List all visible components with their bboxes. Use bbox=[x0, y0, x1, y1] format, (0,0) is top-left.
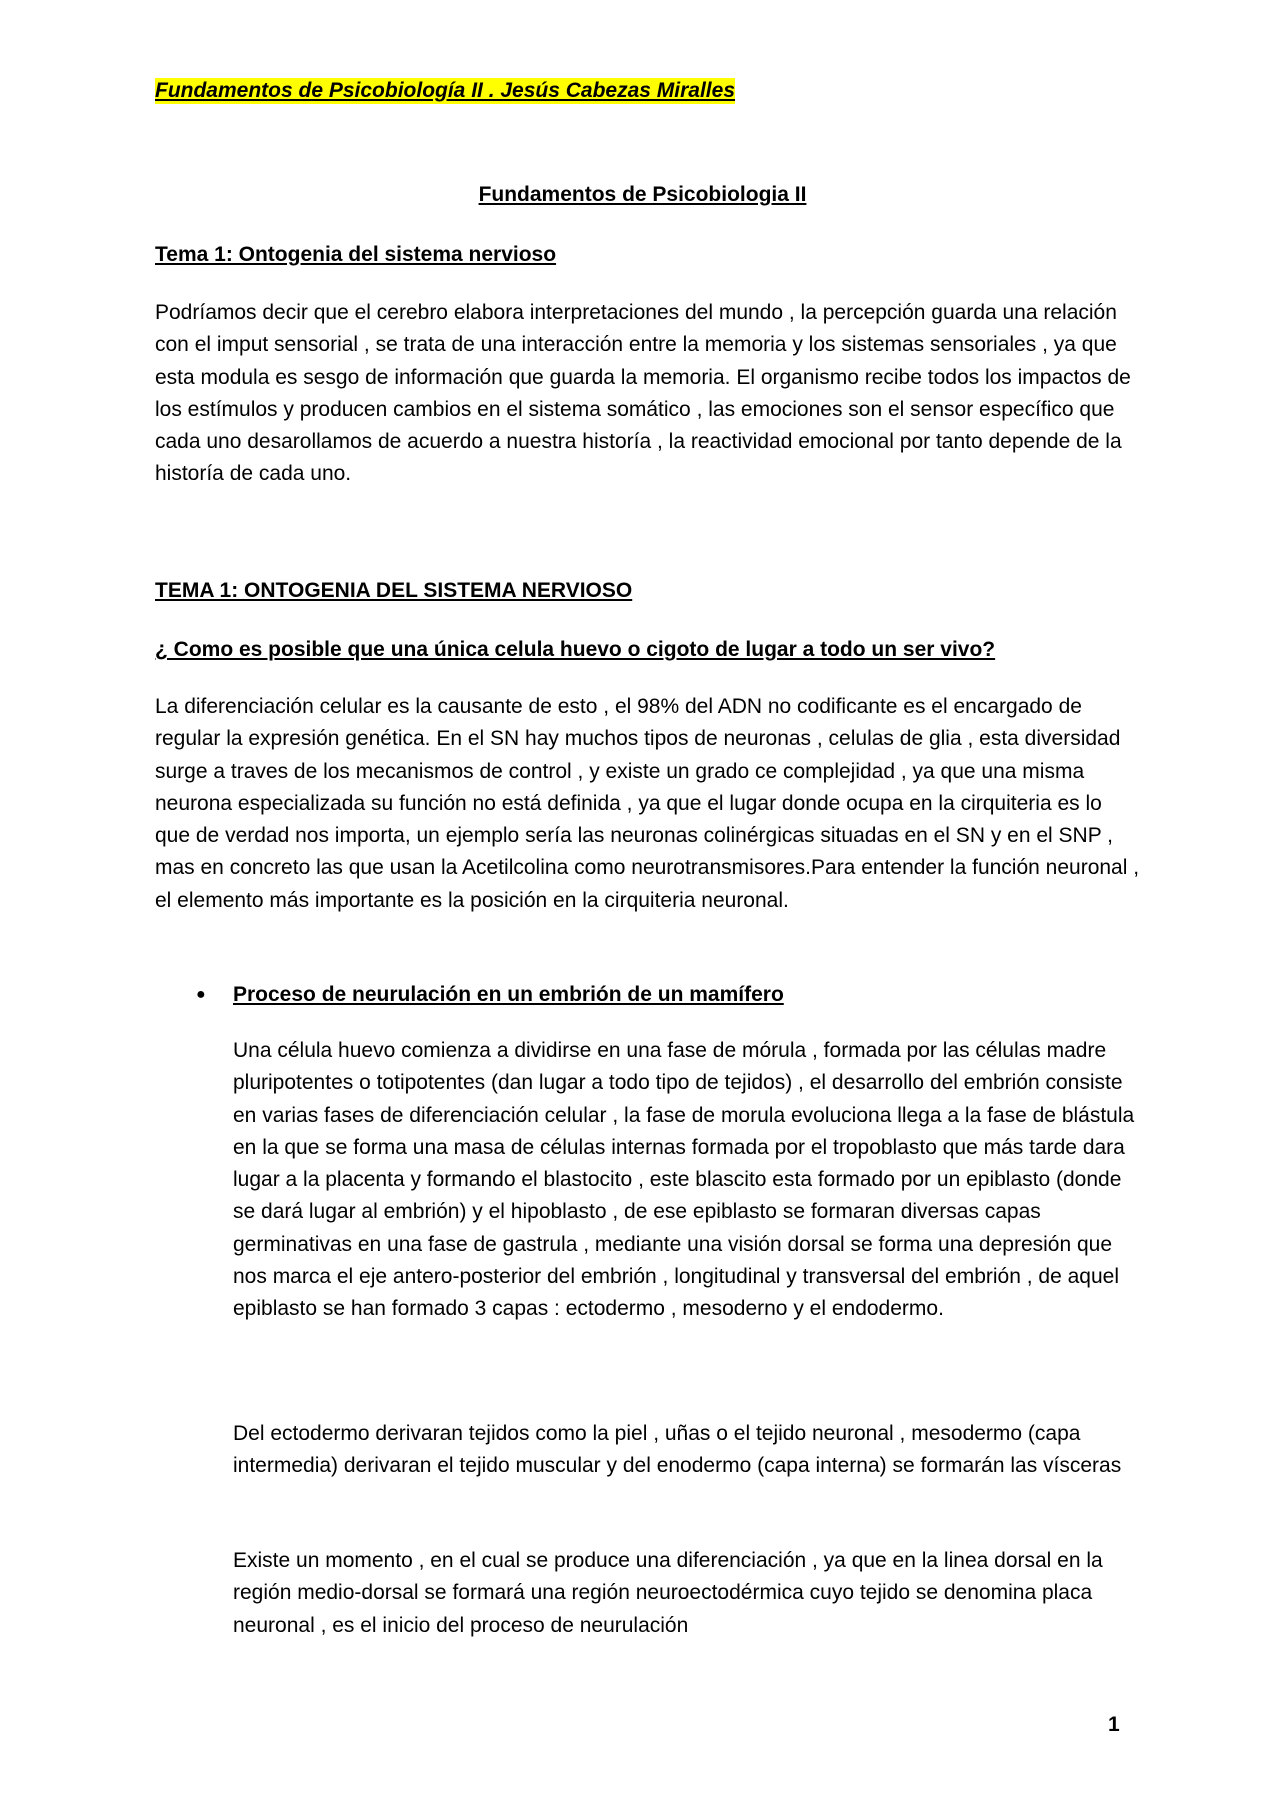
bullet-title: Proceso de neurulación en un embrión de un mamífero bbox=[233, 983, 784, 1006]
bullet-paragraph-1: Una célula huevo comienza a dividirse en una fase de mórula , formada por las células madre pluripotentes o totipotentes (dan lugar a todo tipo de tejidos) , el desarrollo del embrión consiste en varias fases de diferenciación celular , la fase de morula evoluciona llega a la fase de blástula en la que se forma una masa de células internas formada por el tropoblasto que más tarde dara lugar a la placenta y formando el blastocito , este blascito esta formado por un epiblasto (donde se dará lugar al embrión) y el hipoblasto , de ese epiblasto se formaran diversas capas germinativas en una fase de gastrula , mediante una visión dorsal se forma una depresión que nos marca el eje antero-posterior del embrión , longitudinal y transversal del embrión , de aquel epiblasto se han formado 3 capas : ectodermo , mesoderno y el endodermo. bbox=[233, 1039, 1135, 1321]
section2-heading: TEMA 1: ONTOGENIA DEL SISTEMA NERVIOSO bbox=[155, 579, 633, 602]
page-number: 1 bbox=[1108, 1713, 1120, 1736]
bullet-icon: ● bbox=[196, 986, 206, 1003]
section2-question: ¿ Como es posible que una única celula huevo o cigoto de lugar a todo un ser vivo? bbox=[155, 638, 996, 661]
document-title: Fundamentos de Psicobiologia II bbox=[478, 183, 807, 206]
bullet-paragraph-2: Del ectodermo derivaran tejidos como la piel , uñas o el tejido neuronal , mesodermo (capa intermedia) derivaran el tejido muscular y del enodermo (capa interna) se formarán las vísceras bbox=[233, 1422, 1122, 1478]
section2-paragraph: La diferenciación celular es la causante de esto , el 98% del ADN no codificante es el encargado de regular la expresión genética. En el SN hay muchos tipos de neuronas , celulas de glia , esta diversidad surge a traves de los mecanismos de control , y existe un grado ce complejidad , ya que una misma neurona especializada su función no está definida , ya que el lugar donde ocupa en la cirquiteria es lo que de verdad nos importa, un ejemplo sería las neuronas colinérgicas situadas en el SN y en el SNP , mas en concreto las que usan la Acetilcolina como neurotransmisores.Para entender la función neuronal , el elemento más importante es la posición en la cirquiteria neuronal. bbox=[155, 695, 1140, 912]
section1-heading: Tema 1: Ontogenia del sistema nervioso bbox=[155, 243, 557, 266]
bullet-paragraph-3: Existe un momento , en el cual se produce una diferenciación , ya que en la linea dorsal en la región medio-dorsal se formará una región neuroectodérmica cuyo tejido se denomina placa neuronal , es el inicio del proceso de neurulación bbox=[233, 1549, 1103, 1637]
bullet-item bbox=[196, 982, 784, 1008]
section1-paragraph: Podríamos decir que el cerebro elabora interpretaciones del mundo , la percepción guarda una relación con el imput sensorial , se trata de una interacción entre la memoria y los sistemas sensoriales , ya que esta modula es sesgo de información que guarda la memoria. El organismo recibe todos los impactos de los estímulos y producen cambios en el sistema somático , las emociones son el sensor específico que cada uno desarollamos de acuerdo a nuestra historía , la reactividad emocional por tanto depende de la historía de cada uno. bbox=[155, 301, 1131, 486]
document-header: Fundamentos de Psicobiología II . Jesús Cabezas Miralles bbox=[155, 79, 736, 102]
